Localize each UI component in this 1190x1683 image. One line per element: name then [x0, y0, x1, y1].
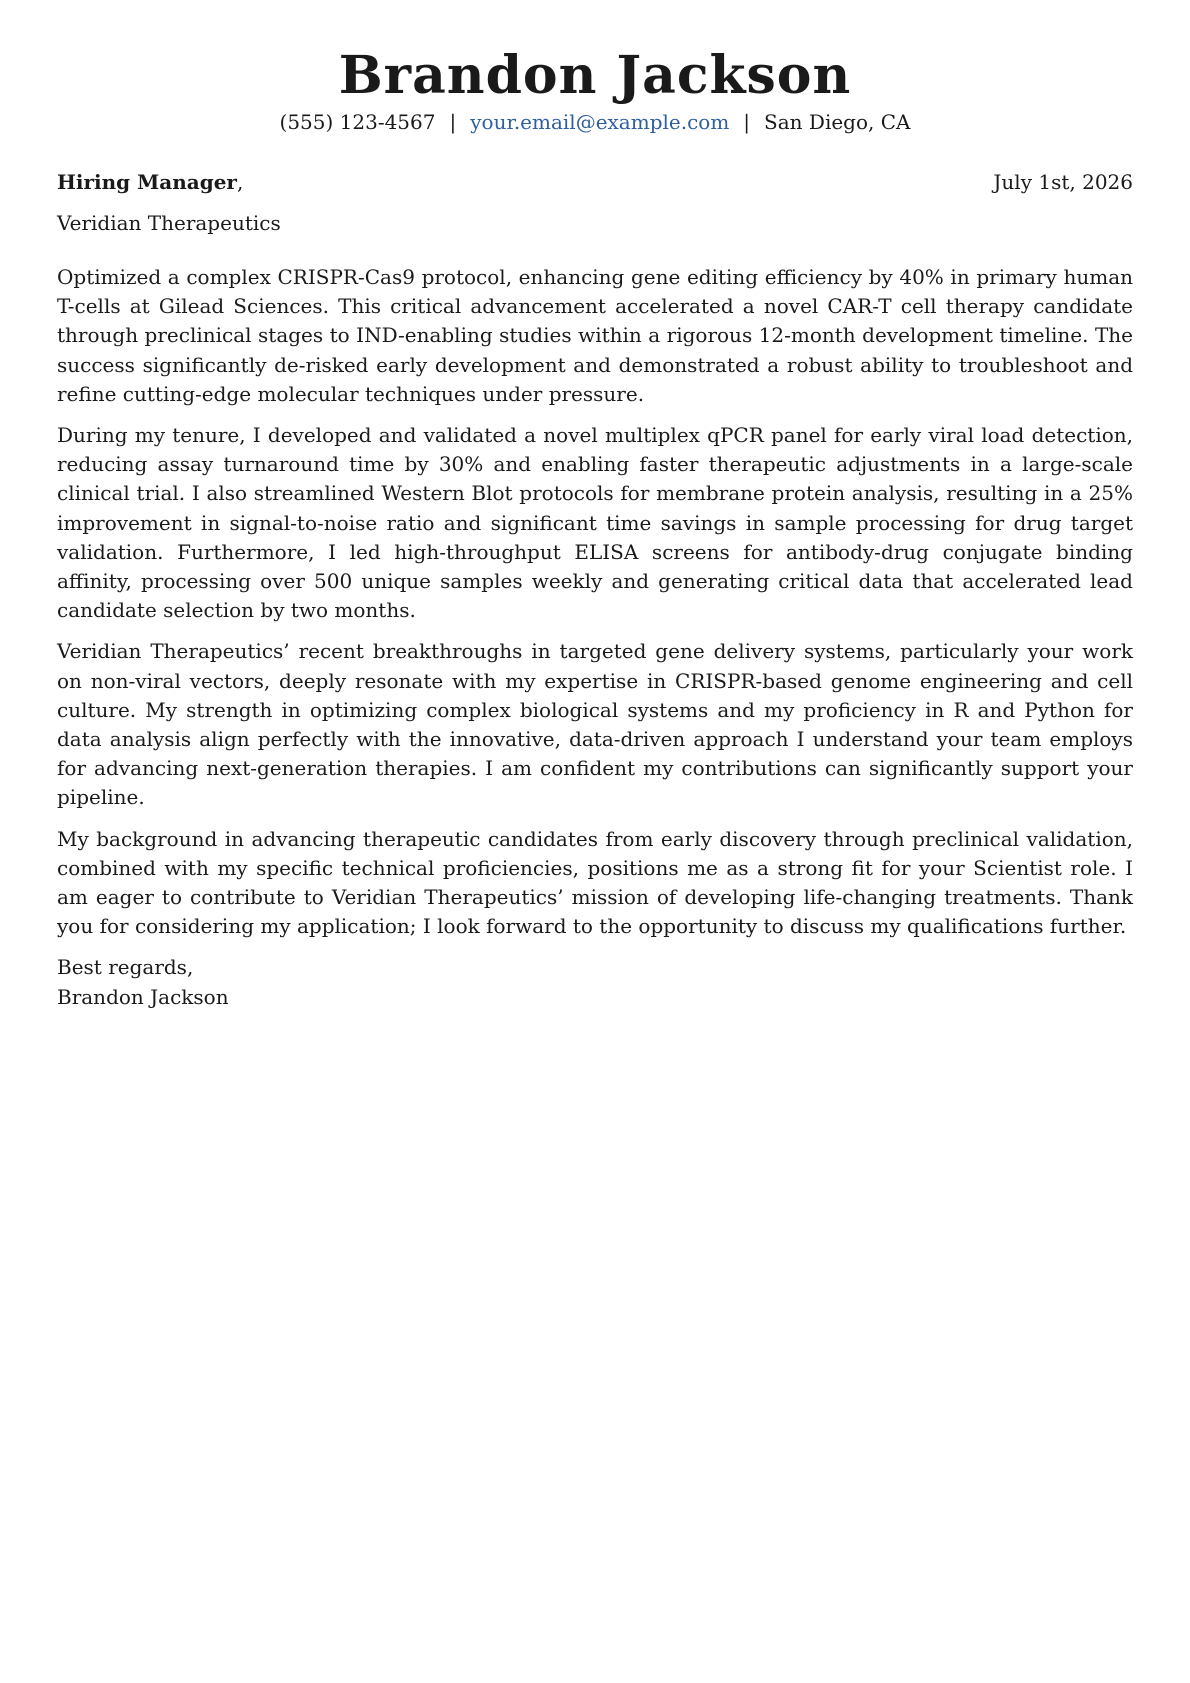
body-paragraph: My background in advancing therapeutic candidates from early discovery through preclinical validation, combined with my specific technical proficiencies, positions me as a strong fit for your Scientist role. I am eager to contribute to Veridian Therapeutics’ mission of developing life-changing treatments. Thank you for considering my application; I look forward to the opportunity to discuss my qualifications further. — [57, 826, 1133, 939]
phone-number: (555) 123-4567 — [279, 110, 436, 134]
letter-date: July 1st, 2026 — [993, 170, 1133, 194]
recipient-title-suffix: , — [236, 170, 244, 194]
cover-letter — [57, 44, 1133, 1012]
body-paragraph: Optimized a complex CRISPR-Cas9 protocol, enhancing gene editing efficiency by 40% in primary human T-cells at Gilead Sciences. This critical advancement accelerated a novel CAR-T cell therapy candidate through preclinical stages to IND-enabling studies within a rigorous 12-month development timeline. The success significantly de-risked early development and demonstrated a robust ability to troubleshoot and refine cutting-edge molecular techniques under pressure. — [57, 265, 1133, 406]
email-link[interactable]: your.email@example.com — [470, 110, 730, 134]
recipient — [57, 168, 243, 196]
closing-salutation: Best regards, — [57, 955, 194, 980]
contact-line — [57, 108, 1133, 136]
body-paragraph: During my tenure, I developed and validated a novel multiplex qPCR panel for early viral load detection, reducing assay turnaround time by 30% and enabling faster therapeutic adjustments in a large-scale clinical trial. I also streamlined Western Blot protocols for membrane protein analysis, resulting in a 25% improvement in signal-to-noise ratio and significant time savings in sample processing for drug target validation. Furthermore, I led high-throughput ELISA screens for antibody-drug conjugate binding affinity, processing over 500 unique samples weekly and generating critical data that accelerated lead candidate selection by two months. — [57, 423, 1133, 623]
letter-closing — [57, 953, 1133, 1011]
body-paragraph: Veridian Therapeutics’ recent breakthroughs in targeted gene delivery systems, particularly your work on non-viral vectors, deeply resonate with my expertise in CRISPR-based genome engineering and cell culture. My strength in optimizing complex biological systems and my proficiency in R and Python for data analysis align perfectly with the innovative, data-driven approach I understand your team employs for advancing next-generation therapies. I am confident my contributions can significantly support your pipeline. — [57, 639, 1133, 810]
recipient-company: Veridian Therapeutics — [57, 211, 281, 235]
closing-signature: Brandon Jackson — [57, 984, 229, 1009]
contact-separator: | — [449, 110, 457, 134]
contact-separator: | — [743, 110, 751, 134]
recipient-title: Hiring Manager — [57, 170, 237, 194]
applicant-name: Brandon Jackson — [338, 45, 852, 106]
recipient-row — [57, 168, 1133, 196]
location: San Diego, CA — [764, 110, 911, 134]
letter-body — [57, 263, 1133, 941]
